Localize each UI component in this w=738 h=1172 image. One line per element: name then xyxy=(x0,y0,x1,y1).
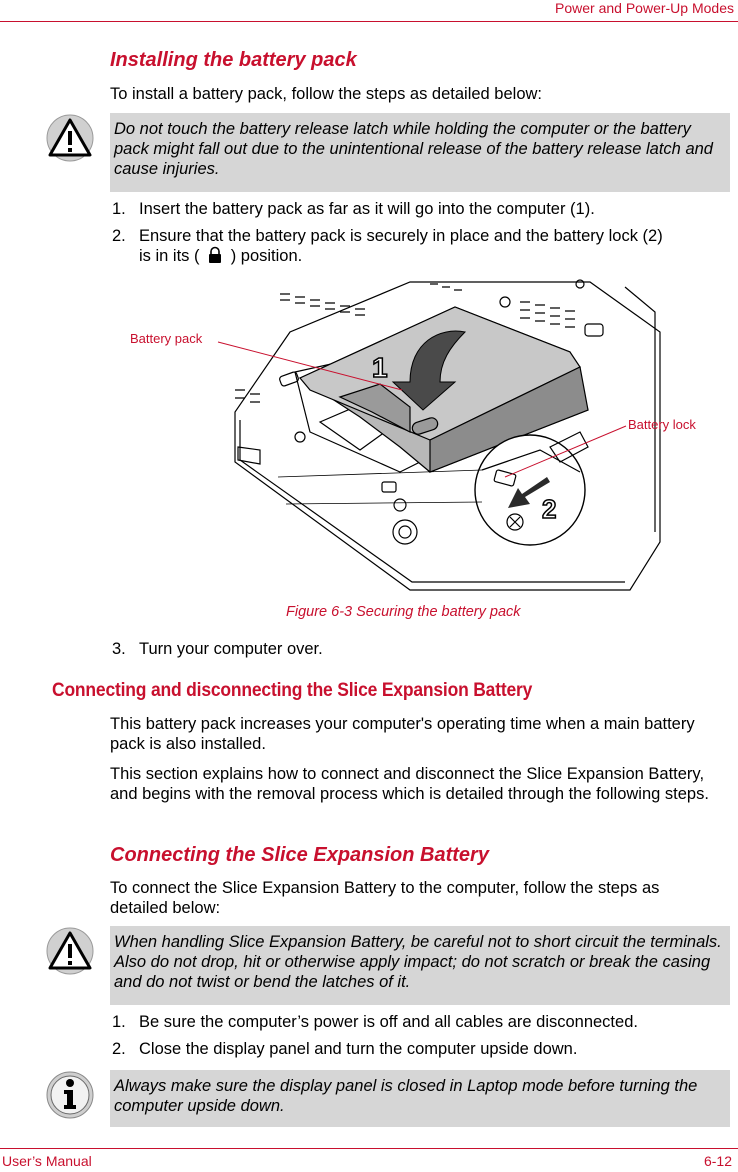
laptop-underside-drawing xyxy=(110,272,710,597)
warning-triangle-icon xyxy=(45,113,95,163)
install-step-3 xyxy=(112,639,732,659)
info-icon xyxy=(45,1070,95,1120)
section-title-connect: Connecting the Slice Expansion Battery xyxy=(110,844,489,866)
running-header: Power and Power-Up Modes xyxy=(555,0,734,16)
install-intro: To install a battery pack, follow the steps as detailed below: xyxy=(110,85,542,103)
step-text: Insert the battery pack as far as it will go into the computer (1). xyxy=(139,200,595,218)
slice-paragraph-2: This section explains how to connect and disconnect the Slice Expansion Battery, and begins with the removal process which is detailed through the following steps. xyxy=(110,765,709,803)
footer-page-number: 6-12 xyxy=(703,1153,732,1169)
slice-paragraph-1: This battery pack increases your computer's operating time when a main battery pack is also installed. xyxy=(110,715,695,753)
info-note-laptop-mode: Always make sure the display panel is closed in Laptop mode before turning the computer upside down. xyxy=(110,1070,730,1127)
callout-battery-pack: Battery pack xyxy=(130,331,203,346)
step-number: 2. xyxy=(112,1040,126,1058)
warning-note-battery-latch: Do not touch the battery release latch while holding the computer or the battery pack might fall out due to the unintentional release of the battery release latch and cause injuries. xyxy=(110,113,730,192)
figure-caption: Figure 6-3 Securing the battery pack xyxy=(286,604,521,620)
install-step-2 xyxy=(112,226,732,266)
header-rule xyxy=(0,21,738,22)
step-number: 3. xyxy=(112,640,126,658)
footer-manual-title: User’s Manual xyxy=(2,1153,92,1169)
step-number: 1. xyxy=(112,200,126,218)
figure-battery-illustration xyxy=(110,272,710,597)
connect-step-2 xyxy=(112,1039,732,1059)
step-number: 2. xyxy=(112,227,126,245)
step-text: Close the display panel and turn the computer upside down. xyxy=(139,1040,578,1058)
step-marker-1: 1 xyxy=(372,352,388,383)
callout-battery-lock: Battery lock xyxy=(628,417,696,432)
step-number: 1. xyxy=(112,1013,126,1031)
step-marker-2: 2 xyxy=(542,494,557,524)
step-text: Be sure the computer’s power is off and all cables are disconnected. xyxy=(139,1013,638,1031)
warning-note-slice-handling: When handling Slice Expansion Battery, be careful not to short circuit the terminals. Also do not drop, hit or otherwise apply impact; do not scratch or break the casing and do not twist or bend the latches of it. xyxy=(110,926,730,1005)
lock-icon xyxy=(206,246,224,264)
step-text: Ensure that the battery pack is securely in place and the battery lock (2) xyxy=(139,227,663,245)
connect-step-1 xyxy=(112,1012,732,1032)
step-text: Turn your computer over. xyxy=(139,640,323,658)
connect-intro: To connect the Slice Expansion Battery to the computer, follow the steps as detailed below: xyxy=(110,879,660,917)
section-title-install: Installing the battery pack xyxy=(110,49,357,71)
step-text: ) position. xyxy=(230,247,303,265)
footer-rule xyxy=(0,1148,738,1149)
install-step-1 xyxy=(112,199,732,219)
step-text: is in its ( xyxy=(139,247,200,265)
warning-triangle-icon xyxy=(45,926,95,976)
section-title-slice: Connecting and disconnecting the Slice Expansion Battery xyxy=(52,680,533,701)
